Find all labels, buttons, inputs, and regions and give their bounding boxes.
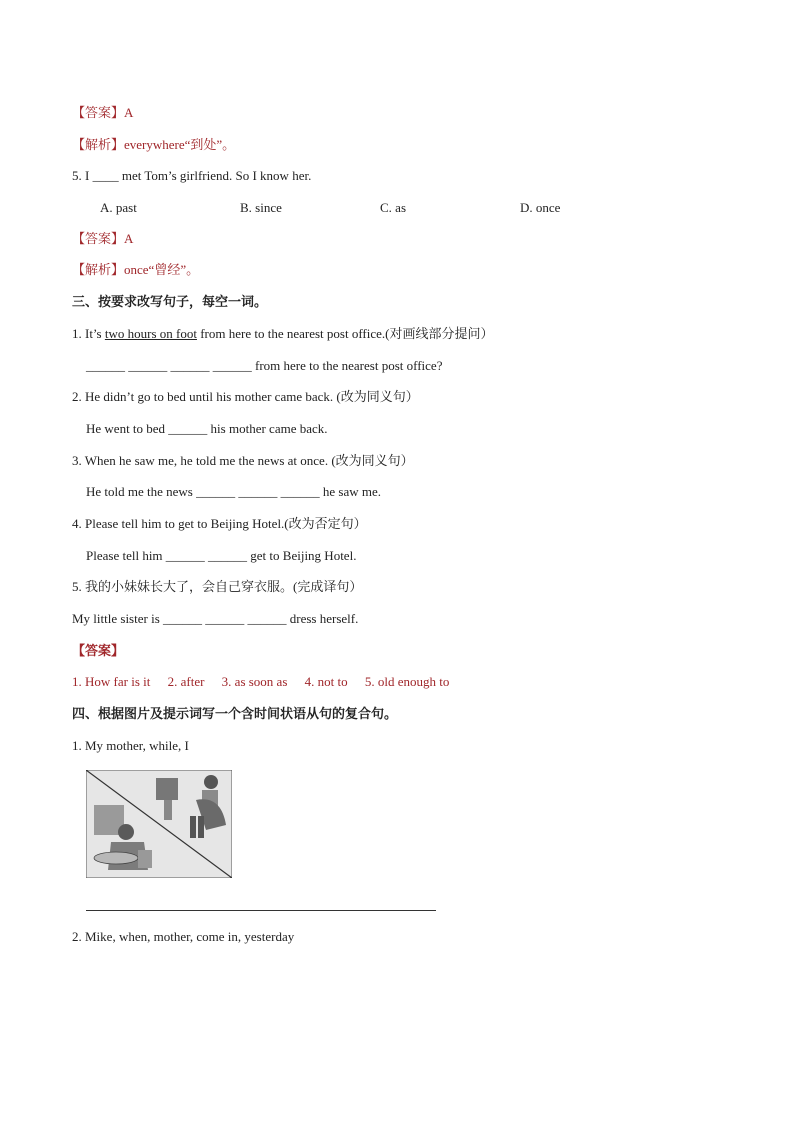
s3-question-2: 2. He didn’t go to bed until his mother came back. (改为同义句）	[72, 389, 419, 404]
question-5: 5. I ____ met Tom’s girlfriend. So I know her.	[72, 168, 312, 183]
option-d: D. once	[520, 200, 561, 215]
s3-q1-text-a: 1. It’s	[72, 326, 105, 341]
s3-answer-4: 4. not to	[304, 674, 348, 689]
s3-answer-1: 1. How far is it	[72, 674, 151, 689]
s3-question-4: 4. Please tell him to get to Beijing Hotel.(改为否定句）	[72, 516, 367, 531]
answer-line	[86, 910, 436, 911]
option-a: A. past	[100, 200, 137, 215]
s3-answer-5: 5. old enough to	[364, 674, 450, 689]
option-b: B. since	[240, 200, 282, 215]
s3-q1-underlined: two hours on foot	[104, 326, 197, 341]
answer-2: 【答案】A	[72, 231, 134, 246]
s3-q1-fill: ______ ______ ______ ______ from here to the nearest post office?	[86, 358, 443, 373]
section-4-title: 四、根据图片及提示词写一个含时间状语从句的复合句。	[72, 706, 398, 721]
s3-q4-fill: Please tell him ______ ______ get to Beijing Hotel.	[86, 548, 357, 563]
s4-question-2: 2. Mike, when, mother, come in, yesterday	[72, 929, 295, 944]
s3-q2-fill: He went to bed ______ his mother came back.	[86, 421, 328, 436]
s4-question-1: 1. My mother, while, I	[72, 738, 189, 753]
s3-answer-2: 2. after	[167, 674, 205, 689]
s3-q1-text-b: from here to the nearest post office.(对画线部分提问）	[196, 326, 494, 341]
s3-answer-label: 【答案】	[72, 643, 125, 658]
s3-answers	[72, 673, 463, 691]
s3-q5-fill: My little sister is ______ ______ ______ dress herself.	[72, 611, 359, 626]
s3-question-3: 3. When he saw me, he told me the news at once. (改为同义句）	[72, 453, 414, 468]
s3-answer-3: 3. as soon as	[221, 674, 288, 689]
explanation-text: everywhere“到处”。	[124, 137, 236, 152]
s3-question-5: 5. 我的小妹妹长大了，会自己穿衣服。(完成译句）	[72, 579, 363, 594]
s3-question-1	[72, 325, 494, 343]
explanation-text: once“曾经”。	[124, 262, 200, 277]
explanation-tag: 【解析】	[72, 262, 125, 277]
explanation-tag: 【解析】	[72, 137, 125, 152]
option-c: C. as	[380, 200, 406, 215]
s3-q3-fill: He told me the news ______ ______ ______ he saw me.	[86, 484, 381, 499]
illustration-image	[86, 770, 232, 878]
answer-1: 【答案】A	[72, 105, 134, 120]
explanation-1	[72, 136, 235, 154]
explanation-2	[72, 261, 199, 279]
section-3-title: 三、按要求改写句子，每空一词。	[72, 294, 268, 309]
